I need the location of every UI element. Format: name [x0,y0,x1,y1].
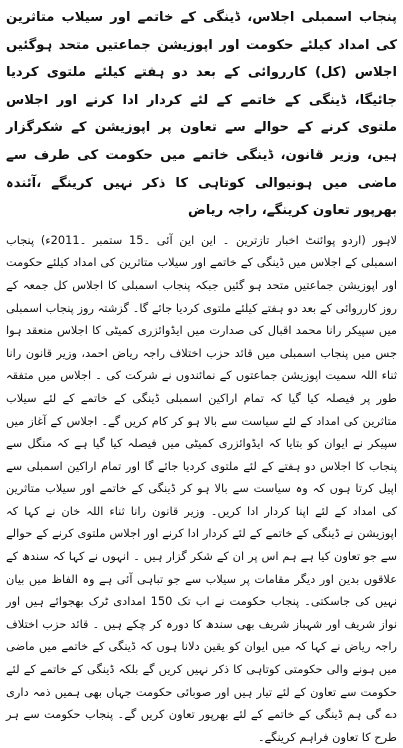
article-headline: پنجاب اسمبلی اجلاس، ڈینگی کے خاتمے اور سیلاب متاثرین کی امداد کیلئے حکومت اور اپوزیشن جماعتیں متحد ہوگئیں اجلاس (کل) کارروائی کے بعد دو ہفتے کیلئے ملتوی کردیا جائیگا، ڈینگی کے خاتمے کے لئے کردار ادا کرنے اور اجلاس ملتوی کرنے کے حوالے سے تعاون پر اپوزیشن کے شکرگزار ہیں، وزیر قانون، ڈینگی خاتمے میں حکومت کی طرف سے ماضی میں ہونیوالی کوتاہی کا ذکر نہیں کرینگے ،آئندہ بھرپور تعاون کرینگے، راجہ ریاض [6,10,397,219]
article-body: لاہور (اردو پوائنٹ اخبار تازترین ۔ این این آئی ۔15 ستمبر ۔2011ء) پنجاب اسمبلی کے اجلاس میں ڈینگی کے خاتمے اور سیلاب متاثرین کی امداد کیلئے حکومت اور اپوزیشن جماعتیں متحد ہو گئیں جبکہ پنجاب اسمبلی کا اجلاس کل جمعہ کے روز کارروائی کے بعد دو ہفتے کیلئے ملتوی کردیا جائے گا۔ گزشتہ روز پنجاب اسمبلی میں سپیکر رانا محمد اقبال کی صدارت میں ایڈوائزری کمیٹی کا اجلاس منعقد ہوا جس میں پنجاب اسمبلی میں قائد حزب اختلاف راجہ ریاض احمد، وزیر قانون رانا ثناء اللہ سمیت اپوزیشن جماعتوں کے نمائندوں نے شرکت کی ۔ اجلاس میں متفقہ طور پر فیصلہ کیا گیا کہ تمام اراکین اسمبلی ڈینگی کے خاتمے کے لئے سیلاب متاثرین کی امداد کے لئے سیاست سے بالا ہو کر کام کریں گے۔ اجلاس کے آغاز میں سپیکر نے ایوان کو بتایا کہ ایڈوائزری کمیٹی میں فیصلہ کیا گیا ہے کہ منگل سے پنجاب کا اجلاس دو ہفتے کے لئے ملتوی کردیا جائے گا اور تمام اراکین اسمبلی سے اپیل کرتا ہوں کہ وہ سیاست سے بالا ہو کر ڈینگی کے خاتمے اور سیلاب متاثرین کی امداد کے لئے اپنا کردار ادا کریں۔ وزیر قانون رانا ثناء اللہ خان نے کہا کہ اپوزیشن نے ڈینگی کے خاتمے کے لئے کردار ادا کرنے اور اجلاس ملتوی کرنے کے حوالے سے جو تعاون کیا ہے ہم اس پر ان کے شکر گزار ہیں ۔ انہوں نے کہا کہ سندھ کے علاقوں بدین اور دیگر مقامات پر سیلاب سے جو تباہی آئی ہے وہ الفاظ میں بیان نہیں کی جاسکتی۔ پنجاب حکومت نے اب تک 150 امدادی ٹرک بھجوائے ہیں اور نواز شریف اور شہباز شریف بھی سندھ کا دورہ کر چکے ہیں ۔ قائد حزب اختلاف راجہ ریاض نے کہا کہ میں ایوان کو یقین دلانا ہوں کہ ڈینگی کے خاتمے میں ماضی میں ہونے والی حکومتی کوتاہی کا ذکر نہیں کریں گے بلکہ ڈینگی کے خاتمے کے لئے حکومت سے تعاون کے لئے تیار ہیں اور صوبائی حکومت جہاں بھی ہمیں ذمہ داری دے گی ہم ڈینگی کے خاتمے کے لئے بھرپور تعاون کریں گے۔ پنجاب حکومت سے ہر طرح کا تعاون فراہم کرینگے۔ [6,232,397,744]
